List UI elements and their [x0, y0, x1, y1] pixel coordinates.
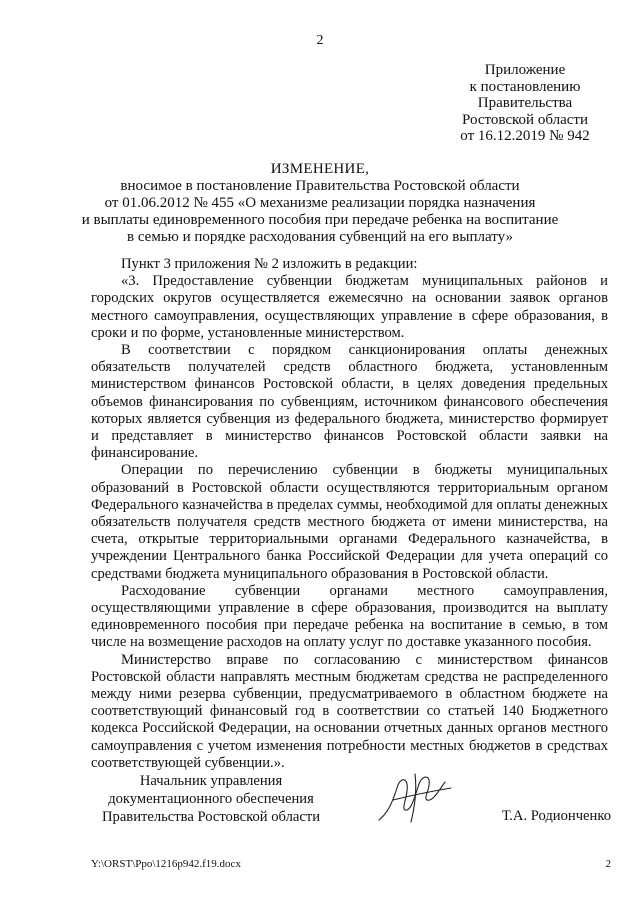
signatory-position-line: Начальник управления: [139, 773, 283, 789]
title-heading: ИЗМЕНЕНИЕ,: [270, 161, 370, 177]
body-paragraph: В соответствии с порядком санкционирования оплаты денежных обязательств получателей средств областного бюджета, установленным министерством финансов Ростовской области, в целях доведения предельных объемов финансирования по субвенциям, источником финансового обеспечения которых является субвенция из федерального бюджета, министерство формирует и представляет в министерство финансов Ростовской области заявки на финансирование.: [91, 342, 608, 462]
title-line: и выплаты единовременного пособия при передаче ребенка на воспитание: [81, 212, 559, 228]
body-paragraph: «3. Предоставление субвенции бюджетам муниципальных районов и городских округов осуществляется ежемесячно на основании заявок органов местного самоуправления, осуществляющих управление в сфере образования, в сроки и по форме, установленные министерством.: [91, 273, 608, 341]
appendix-line: к постановлению: [469, 78, 581, 95]
signature-block: [91, 772, 611, 832]
page-number-top: 2: [316, 33, 324, 48]
page-number-bottom: 2: [605, 858, 611, 870]
body-paragraph: Министерство вправе по согласованию с министерством финансов Ростовской области направлять местным бюджетам средства не распределенного между ними резерва субвенции, предусматриваемого в областном бюджете на соответствующий финансовый год в соответствии со статьей 140 Бюджетного кодекса Российской Федерации, на основании отчетных данных органов местного самоуправления с учетом изменения потребности местных бюджетов в средствах соответствующей субвенции.».: [91, 651, 608, 771]
body-paragraph: Операции по перечислению субвенции в бюджеты муниципальных образований в Ростовской области осуществляются территориальным органом Федерального казначейства в пределах суммы, необходимой для оплаты денежных обязательств получателя средств местного бюджета от имени министерства, на счета, открытые территориальными органами Федерального казначейства, в учреждении Центрального банка Российской Федерации для учета операций со средствами бюджета муниципального образования в Ростовской области.: [91, 462, 608, 582]
document-body: [91, 256, 608, 772]
appendix-line: Правительства: [477, 95, 573, 112]
signatory-position-line: Правительства Ростовской области: [101, 809, 321, 825]
handwritten-signature: [375, 770, 455, 826]
appendix-line: Ростовской области: [462, 111, 588, 128]
appendix-block: [420, 62, 630, 145]
signatory-position: [91, 772, 331, 826]
signatory-name: Т.А. Родионченко: [501, 808, 611, 824]
document-title: [0, 161, 640, 246]
file-path: Y:\ORST\Ppo\1216p942.f19.docx: [91, 858, 241, 870]
title-line: вносимое в постановление Правительства Ростовской области: [120, 178, 520, 194]
signatory-position-line: документационного обеспечения: [108, 791, 314, 807]
title-line: от 01.06.2012 № 455 «О механизме реализации порядка назначения: [104, 195, 536, 211]
appendix-line: от 16.12.2019 № 942: [460, 128, 590, 145]
appendix-line: Приложение: [484, 62, 566, 78]
title-line: в семью и порядке расходования субвенций на его выплату»: [127, 229, 513, 245]
body-paragraph: Пункт 3 приложения № 2 изложить в редакции:: [121, 256, 418, 272]
body-paragraph: Расходование субвенции органами местного самоуправления, осуществляющими управление в сфере образования, производится на выплату единовременного пособия при передаче ребенка на воспитание в семью, в том числе на возмещение расходов на оплату услуг по доставке указанного пособия.: [91, 582, 608, 651]
